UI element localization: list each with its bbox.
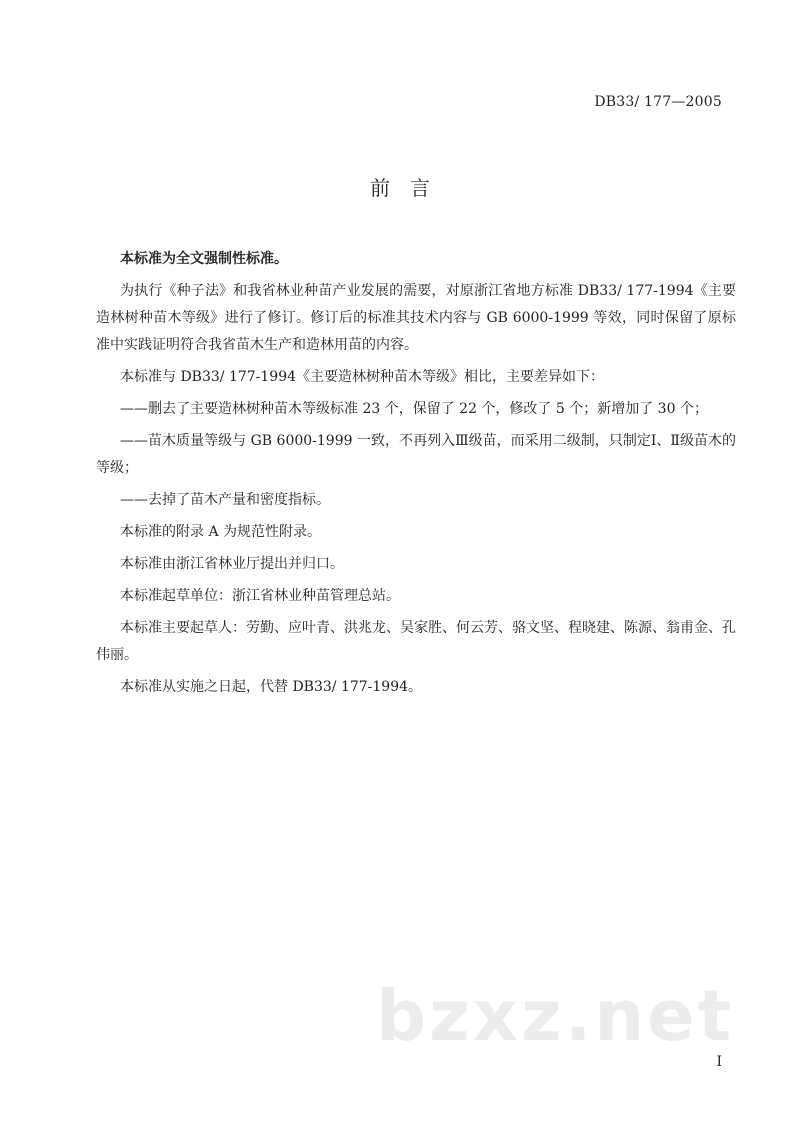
paragraph-difference-1: ——删去了主要造林树种苗木等级标准 23 个，保留了 22 个，修改了 5 个；新增加了 30 个；	[120, 401, 708, 417]
paragraph-revision-purpose: 为执行《种子法》和我省林业种苗产业发展的需要，对原浙江省地方标准 DB33/ 177-1994《主要造林树种苗木等级》进行了修订。修订后的标准其技术内容与 GB 6000-1999 等效，同时保留了原标准中实践证明符合我省苗木生产和造林用苗的内容。	[96, 283, 736, 353]
paragraph-proposer: 本标准由浙江省林业厅提出并归口。	[120, 556, 344, 572]
foreword-body	[96, 246, 736, 706]
paragraph-appendix: 本标准的附录 A 为规范性附录。	[120, 524, 322, 540]
paragraph-replacement: 本标准从实施之日起，代替 DB33/ 177-1994。	[120, 679, 423, 695]
paragraph-drafting-unit: 本标准起草单位：浙江省林业种苗管理总站。	[120, 588, 400, 604]
paragraph-difference-2: ——苗木质量等级与 GB 6000-1999 一致，不再列入Ⅲ级苗，而采用二级制，只制定Ⅰ、Ⅱ级苗木的等级；	[96, 433, 736, 476]
paragraph-mandatory-statement: 本标准为全文强制性标准。	[120, 251, 288, 267]
document-code: DB33/ 177—2005	[594, 94, 722, 110]
page-title: 前 言	[370, 176, 430, 200]
watermark: bzxz.net	[376, 975, 735, 1057]
paragraph-difference-3: ——去掉了苗木产量和密度指标。	[120, 492, 330, 508]
paragraph-drafters: 本标准主要起草人：劳勤、应叶青、洪兆龙、吴家胜、何云芳、骆文坚、程晓建、陈源、翁甫金、孔伟丽。	[96, 620, 736, 663]
page-number: I	[716, 1054, 722, 1070]
paragraph-differences-intro: 本标准与 DB33/ 177-1994《主要造林树种苗木等级》相比，主要差异如下：	[120, 369, 605, 385]
